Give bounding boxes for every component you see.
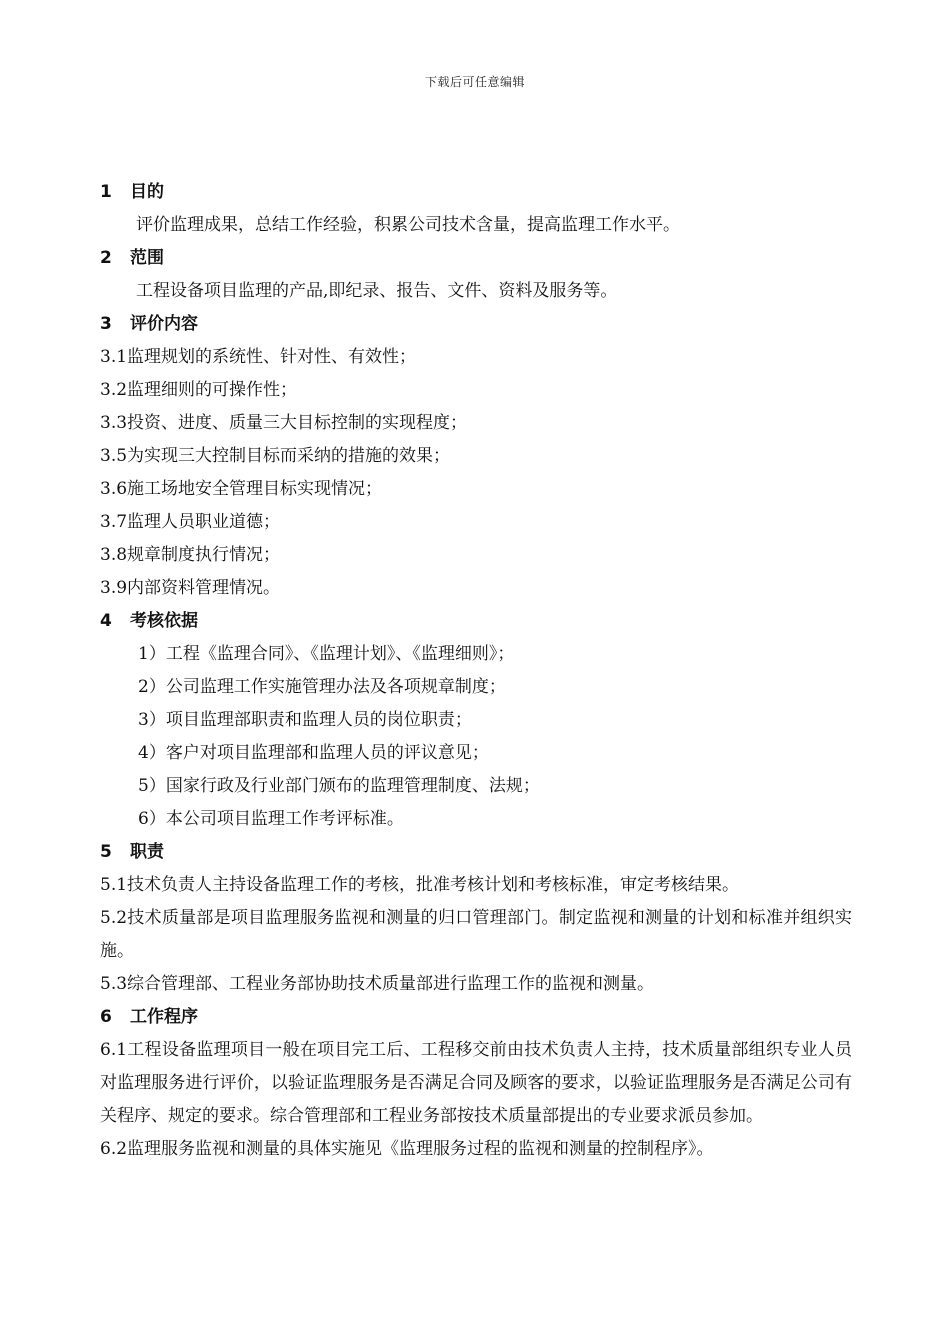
section-5-number: 5 — [100, 842, 112, 862]
section-6-number: 6 — [100, 1007, 112, 1027]
section-1-title: 目的 — [130, 182, 164, 202]
section-3-title: 评价内容 — [130, 314, 198, 334]
section-4-item: 4）客户对项目监理部和监理人员的评议意见； — [138, 743, 489, 763]
section-3-item: 3.2监理细则的可操作性； — [100, 380, 298, 400]
section-1-heading — [100, 176, 852, 209]
section-6-title: 工作程序 — [130, 1007, 198, 1027]
section-1-number: 1 — [100, 182, 112, 202]
section-4-item: 2）公司监理工作实施管理办法及各项规章制度； — [138, 677, 506, 697]
section-2-number: 2 — [100, 248, 112, 268]
document-body — [100, 176, 852, 1166]
section-4-item: 3）项目监理部职责和监理人员的岗位职责； — [138, 710, 472, 730]
section-4-item: 6）本公司项目监理工作考评标准。 — [138, 809, 404, 829]
section-6-heading — [100, 1001, 852, 1034]
section-3-item: 3.7监理人员职业道德； — [100, 512, 281, 532]
section-2-title: 范围 — [130, 248, 164, 268]
section-3-item: 3.3投资、进度、质量三大目标控制的实现程度； — [100, 413, 468, 433]
section-3-item: 3.5为实现三大控制目标而采纳的措施的效果； — [100, 446, 451, 466]
section-3-item: 3.9内部资料管理情况。 — [100, 578, 281, 598]
section-3-item: 3.1监理规划的系统性、针对性、有效性； — [100, 347, 417, 367]
section-4-title: 考核依据 — [130, 611, 198, 631]
section-4-heading — [100, 605, 852, 638]
section-5-heading — [100, 836, 852, 869]
section-5-item: 5.1技术负责人主持设备监理工作的考核，批准考核计划和考核标准，审定考核结果。 — [100, 875, 740, 895]
section-5-item: 5.3综合管理部、工程业务部协助技术质量部进行监理工作的监视和测量。 — [100, 974, 655, 994]
section-3-number: 3 — [100, 314, 112, 334]
section-3-item: 3.8规章制度执行情况； — [100, 545, 281, 565]
section-4-item: 5）国家行政及行业部门颁布的监理管理制度、法规； — [138, 776, 540, 796]
section-3-item: 3.6施工场地安全管理目标实现情况； — [100, 479, 383, 499]
section-5-item: 5.2技术质量部是项目监理服务监视和测量的归口管理部门。制定监视和测量的计划和标准并组织实施。 — [100, 908, 852, 961]
section-5-title: 职责 — [130, 842, 164, 862]
section-4-number: 4 — [100, 611, 112, 631]
section-2-heading — [100, 242, 852, 275]
section-4-item: 1）工程《监理合同》、《监理计划》、《监理细则》； — [138, 644, 515, 664]
section-1-body: 评价监理成果，总结工作经验，积累公司技术含量，提高监理工作水平。 — [136, 215, 680, 235]
section-6-item: 6.1工程设备监理项目一般在项目完工后、工程移交前由技术负责人主持，技术质量部组织专业人员对监理服务进行评价，以验证监理服务是否满足合同及顾客的要求，以验证监理服务是否满足公司有关程序、规定的要求。综合管理部和工程业务部按技术质量部提出的专业要求派员参加。 — [100, 1040, 852, 1126]
section-6-item: 6.2监理服务监视和测量的具体实施见《监理服务过程的监视和测量的控制程序》。 — [100, 1139, 714, 1159]
section-2-body: 工程设备项目监理的产品,即纪录、报告、文件、资料及服务等。 — [136, 281, 618, 301]
section-3-heading — [100, 308, 852, 341]
header-note: 下载后可任意编辑 — [424, 75, 525, 89]
